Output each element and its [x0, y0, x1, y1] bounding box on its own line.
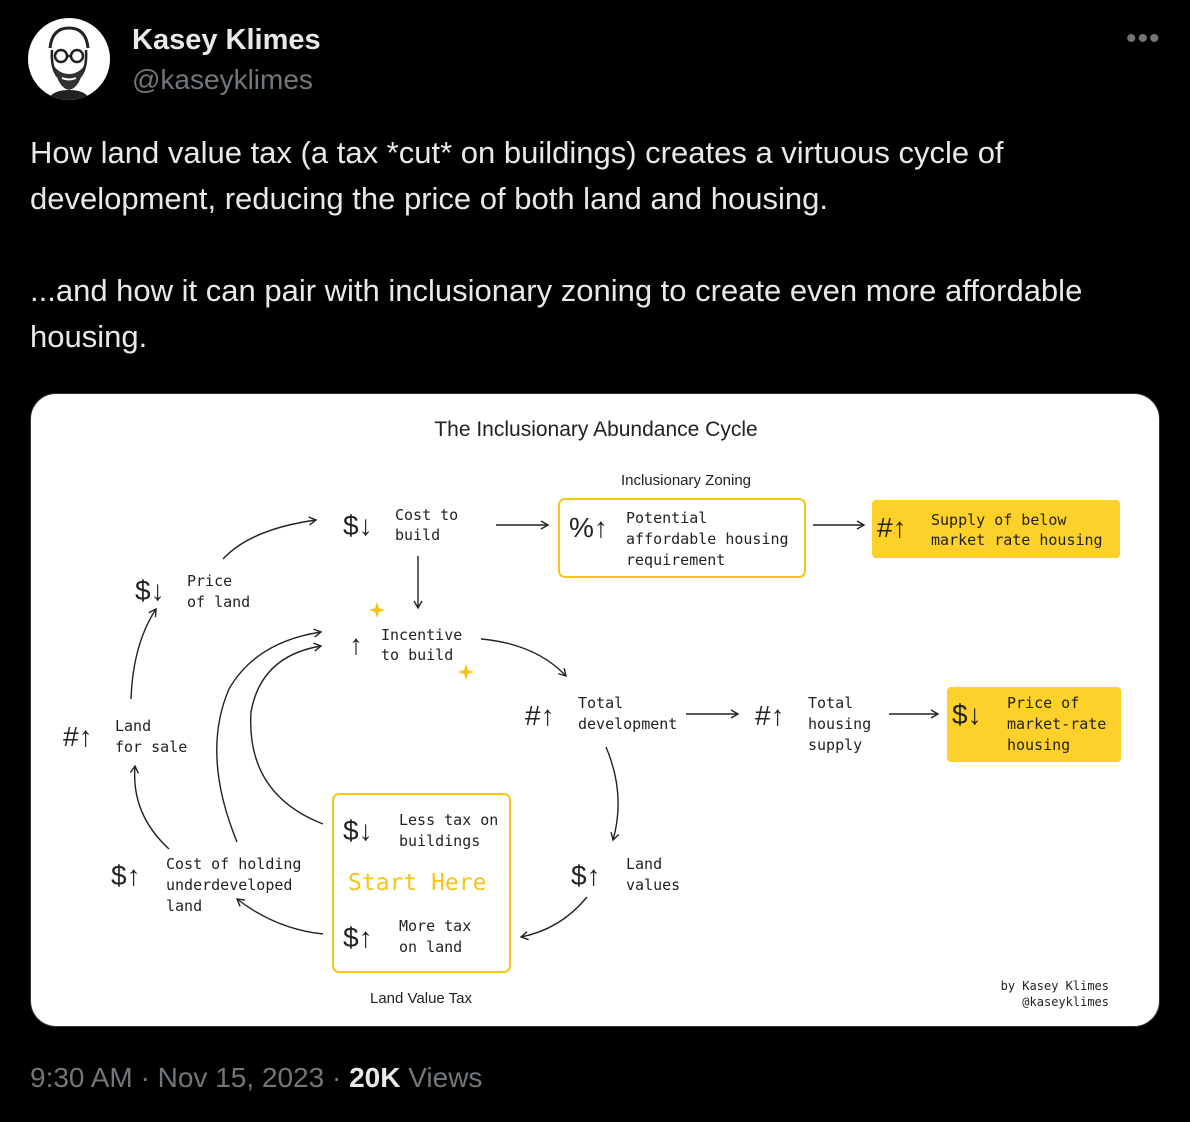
svg-text:of land: of land [187, 593, 251, 611]
svg-text:Price of: Price of [1007, 694, 1080, 712]
section-land-value-tax: Land Value Tax [369, 990, 473, 1007]
svg-text:values: values [626, 876, 681, 894]
svg-text:Land: Land [115, 717, 152, 735]
svg-text:$↓: $↓ [135, 575, 165, 606]
separator-dot: · [140, 1062, 150, 1093]
svg-text:land: land [166, 897, 203, 915]
svg-text:#↑: #↑ [63, 721, 93, 752]
tweet-paragraph: How land value tax (a tax *cut* on buildings) creates a virtuous cycle of development, reducing the price of both land and housing. [30, 135, 1004, 216]
node-price-of-land [135, 572, 250, 611]
svg-text:to build: to build [381, 646, 454, 664]
svg-text:on land: on land [399, 938, 463, 956]
svg-text:build: build [395, 526, 441, 544]
author-name[interactable]: Kasey Klimes [132, 24, 321, 56]
cycle-diagram [31, 394, 1160, 1027]
avatar[interactable] [28, 18, 110, 100]
node-incentive-to-build [349, 626, 462, 664]
svg-text:supply: supply [808, 736, 863, 754]
diagram-title: The Inclusionary Abundance Cycle [434, 418, 758, 441]
svg-text:%↑: %↑ [569, 512, 608, 543]
svg-text:#↑: #↑ [755, 700, 785, 731]
start-here-label: Start Here [348, 870, 487, 896]
avatar-illustration [28, 18, 110, 100]
svg-text:More tax: More tax [399, 917, 472, 935]
section-inclusionary-zoning: Inclusionary Zoning [620, 472, 752, 489]
svg-text:Price: Price [187, 572, 233, 590]
tweet-metadata [30, 1062, 482, 1094]
svg-text:housing: housing [1007, 736, 1071, 754]
separator-dot: · [331, 1062, 342, 1093]
svg-text:for sale: for sale [115, 738, 188, 756]
svg-text:#↑: #↑ [525, 700, 555, 731]
svg-text:↑: ↑ [349, 629, 363, 660]
tweet-text [30, 130, 1160, 360]
svg-text:Less tax on: Less tax on [399, 811, 499, 829]
credit-name: by Kasey Klimes [1000, 979, 1109, 993]
svg-text:affordable housing: affordable housing [626, 530, 789, 548]
svg-text:$↑: $↑ [571, 860, 601, 891]
svg-text:Cost of holding: Cost of holding [166, 855, 302, 873]
svg-text:Cost to: Cost to [395, 506, 459, 524]
svg-text:underdeveloped: underdeveloped [166, 876, 293, 894]
views-count: 20K [349, 1062, 401, 1093]
svg-text:market rate housing: market rate housing [931, 531, 1103, 549]
views-label: Views [408, 1062, 483, 1093]
svg-text:Incentive: Incentive [381, 626, 463, 644]
sparkle-icon [458, 664, 474, 680]
author-handle[interactable]: @kaseyklimes [132, 64, 313, 95]
svg-text:housing: housing [808, 715, 872, 733]
svg-text:requirement: requirement [626, 551, 726, 569]
node-cost-to-build [343, 506, 458, 544]
svg-text:#↑: #↑ [877, 512, 907, 543]
svg-text:$↑: $↑ [111, 860, 141, 891]
svg-text:buildings: buildings [399, 832, 481, 850]
credit-handle: @kaseyklimes [1022, 995, 1109, 1009]
svg-text:$↑: $↑ [343, 922, 373, 953]
tweet-date[interactable]: Nov 15, 2023 [157, 1062, 325, 1093]
node-total-development [525, 694, 677, 733]
svg-text:Land: Land [626, 855, 663, 873]
svg-text:market-rate: market-rate [1007, 715, 1107, 733]
node-cost-of-holding [111, 855, 301, 915]
tweet-image[interactable] [30, 393, 1160, 1027]
tweet-time[interactable]: 9:30 AM [30, 1062, 133, 1093]
svg-text:$↓: $↓ [343, 815, 373, 846]
sparkle-icon [369, 602, 385, 618]
node-land-values [571, 855, 680, 894]
svg-text:development: development [578, 715, 678, 733]
tweet-paragraph: ...and how it can pair with inclusionary zoning to create even more affordable housing. [30, 273, 1083, 354]
svg-text:Total: Total [808, 694, 854, 712]
node-land-for-sale [63, 717, 187, 756]
svg-text:Supply of below: Supply of below [931, 511, 1067, 529]
more-options-icon[interactable]: ••• [1126, 22, 1161, 55]
node-total-housing-supply [755, 694, 871, 754]
below-market-box [872, 500, 1120, 558]
svg-text:$↓: $↓ [343, 510, 373, 541]
svg-text:$↓: $↓ [952, 699, 982, 730]
svg-text:Total: Total [578, 694, 624, 712]
svg-text:Potential: Potential [626, 509, 708, 527]
